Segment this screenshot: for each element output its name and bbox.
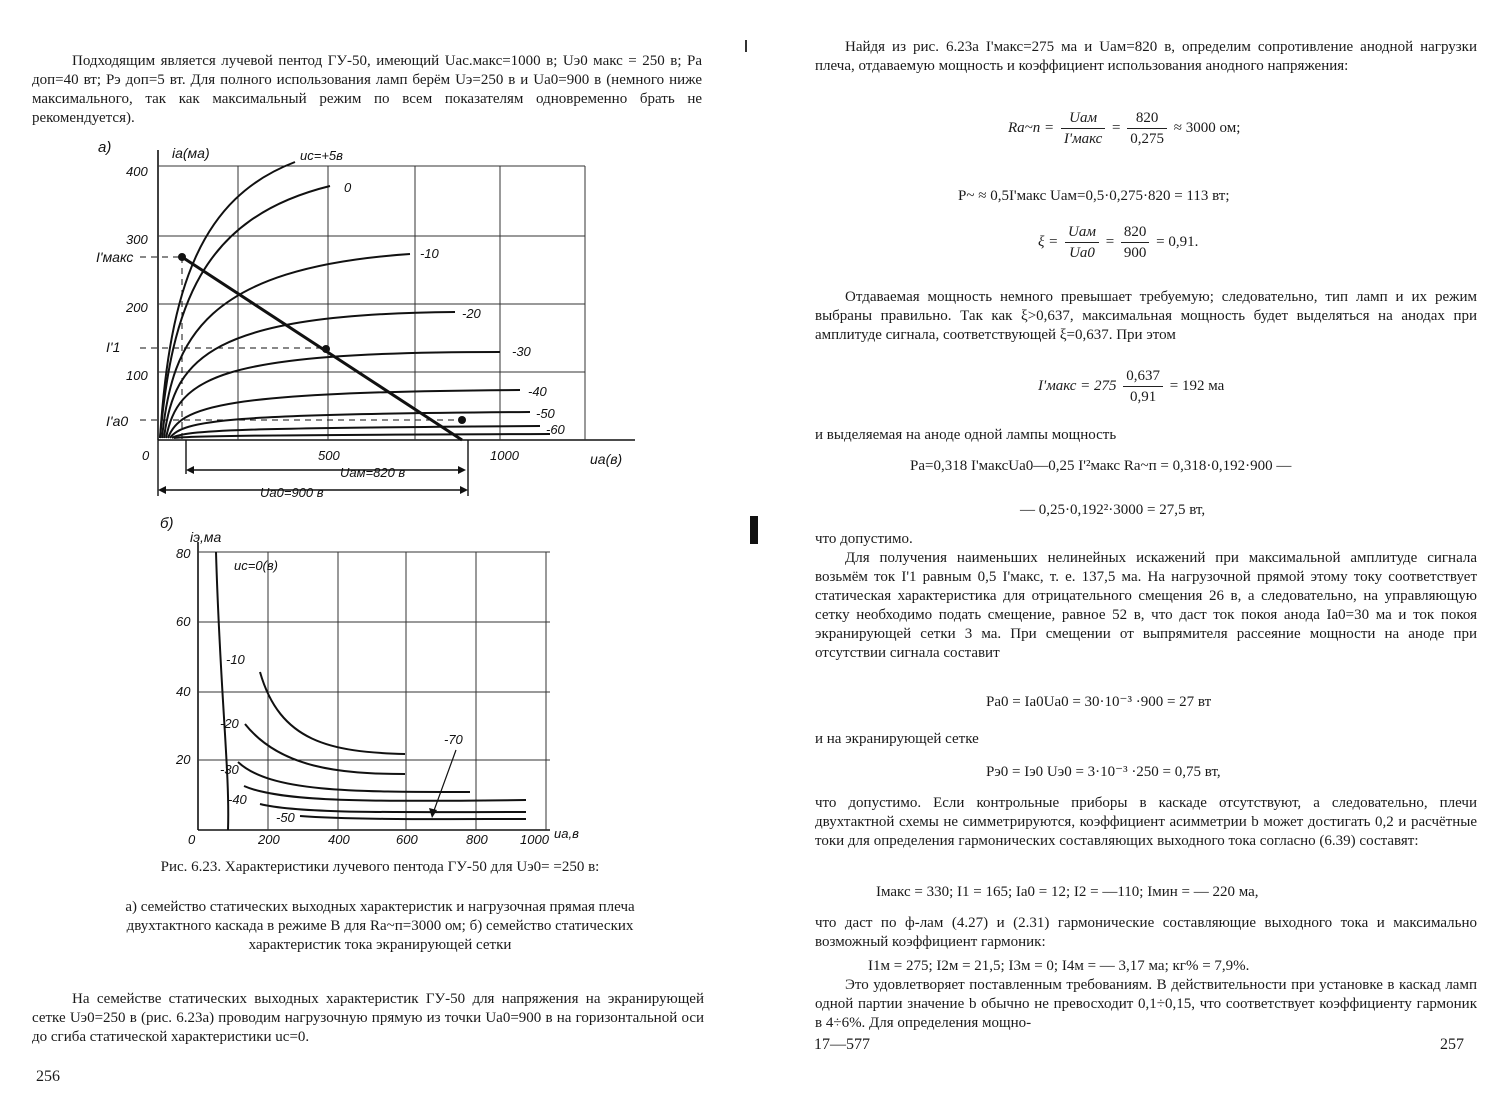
equation-pa-line1: Pа=0,318 I'максUа0—0,25 I'²макс Ra~п = 0,318·0,192·900 — — [910, 458, 1292, 474]
equation-xi — [1038, 222, 1198, 263]
fig-a-x-label: ua(в) — [590, 451, 623, 467]
equation-pe0: Pэ0 = Iэ0 Uэ0 = 3·10⁻³ ·250 = 0,75 вт, — [986, 764, 1221, 780]
figure-caption-title: Рис. 6.23. Характеристики лучевого пентода ГУ-50 для Uэ0= =250 в: — [160, 859, 600, 875]
eq-xi-den2: 900 — [1123, 245, 1147, 261]
fig-a-curve-label-minus30: -30 — [512, 344, 531, 359]
fig-a-ia0-label: I'а0 — [106, 413, 129, 429]
eq-xi-lhs: ξ = — [1038, 233, 1059, 250]
eq-imax-rhs: = 192 ма — [1169, 377, 1225, 394]
intro-paragraph: Подходящим является лучевой пентод ГУ-50, имеющий Uac.макс=1000 в; Uэ0 макс = 250 в; Pа доп=40 вт; Pэ доп=5 вт. Для полного использования ламп берём Uэ=250 в и Uа0=900 в (немного ниже максимального, так как максимальный режим по всем показателям одновременно брать не рекомендуется). — [32, 53, 702, 126]
fig-a-grid — [158, 166, 585, 440]
eq-xi-num1: Uам — [1065, 222, 1099, 243]
right-page — [750, 0, 1500, 1107]
fig-a-curve-label-plus5: uс=+5в — [300, 148, 343, 163]
eq-xi-den1: Uа0 — [1069, 245, 1095, 261]
paragraph-8: что даст по ф-лам (4.27) и (2.31) гармонические составляющие выходного тока и максимально возможный коэффициент гармоник: — [815, 915, 1477, 950]
paragraph-2: Отдаваемая мощность немного превышает требуемую; следовательно, тип ламп и их режим выбраны правильно. Так как ξ>0,637, максимальная мощность будет выделяться на анодах при амплитуде сигнала, соответствующей ξ=0,637. При этом — [815, 289, 1477, 343]
eq-r-lhs: Ra~п = — [1008, 119, 1055, 136]
fig-a-ytick-400: 400 — [126, 164, 148, 179]
eq-r-num1: Uам — [1061, 108, 1105, 129]
paragraph-7: что допустимо. Если контрольные приборы в каскаде отсутствуют, а следовательно, плечи двухтактной схемы не симметрируются, коэффициент асимметрии b может достигать 0,2 и расчётные токи для определения гармонических составляющих выходного тока согласно (6.39) составят: — [815, 795, 1477, 849]
fig-b-xtick-200: 200 — [258, 832, 280, 847]
fig-a-label: а) — [98, 139, 112, 156]
fig-a-ytick-100: 100 — [126, 368, 148, 383]
fig-a-ytick-300: 300 — [126, 232, 148, 247]
paragraph-9: Это удовлетворяет поставленным требованиям. В действительности при установке в каскад ламп одной партии значение b обычно не превосходит 0,1÷0,15, что соответствует коэффициенту гармоник в 4÷6%. Для определения мощно- — [815, 977, 1477, 1031]
figure-b-screen-characteristics — [150, 512, 600, 852]
equation-resistance — [1008, 108, 1240, 149]
eq-xi-eq: = — [1105, 233, 1115, 250]
fig-a-y-label: ia(ма) — [172, 145, 210, 161]
equation-pa0: Pа0 = Iа0Uа0 = 30·10⁻³ ·900 = 27 вт — [986, 694, 1212, 710]
eq-imax-num: 0,637 — [1123, 366, 1163, 387]
paragraph-4: что допустимо. — [815, 531, 913, 547]
fig-b-ytick-20: 20 — [176, 752, 191, 767]
fig-b-label: б) — [160, 515, 174, 532]
eq-r-den2: 0,275 — [1130, 131, 1165, 147]
fig-b-xtick-800: 800 — [466, 832, 488, 847]
paragraph-3: и выделяемая на аноде одной лампы мощность — [815, 427, 1117, 443]
fig-a-imax-label: I'макс — [96, 249, 134, 265]
bottom-paragraph: На семействе статических выходных характеристик ГУ-50 для напряжения на экранирующей сетке Uэ0=250 в (рис. 6.23а) проводим нагрузочную прямую из точки Uа0=900 в на горизонтальной оси до сгиба статической характеристики uс=0. — [32, 991, 704, 1045]
eq-r-rhs: ≈ 3000 ом; — [1173, 119, 1241, 136]
fig-a-curve-label-minus40: -40 — [528, 384, 547, 399]
paragraph-5: Для получения наименьших нелинейных искажений при максимальной амплитуде сигнала возьмём ток I'1 равным 0,5 I'макс, т. е. 137,5 ма. На нагрузочной прямой этому току соответствует статическая характеристика для отрицательного смещения 26 в, а следовательно, на управляющую сетку необходимо подать смещение, равное 52 в, что даст ток покоя анода Iа0=30 ма и ток покоя экранирующей сетки 3 ма. При смещении от выпрямителя рассеяние мощности на аноде при отсутствии сигнала составит — [815, 550, 1477, 661]
fig-b-curve-label-minus30: -30 — [220, 762, 239, 777]
fig-a-xtick-500: 500 — [318, 448, 340, 463]
fig-a-curve-label-minus60: -60 — [546, 422, 565, 437]
equation-power: P~ ≈ 0,5I'макс Uам=0,5·0,275·820 = 113 вт; — [958, 188, 1230, 204]
fig-a-ytick-0: 0 — [142, 448, 150, 463]
fig-b-curve-label-minus10: -10 — [226, 652, 245, 667]
eq-r-eq: = — [1112, 119, 1121, 136]
fig-b-ytick-40: 40 — [176, 684, 191, 699]
equation-pa-line2: — 0,25·0,192²·3000 = 27,5 вт, — [1020, 502, 1206, 518]
eq-xi-num2: 820 — [1121, 222, 1150, 243]
eq-r-num2: 820 — [1127, 108, 1167, 129]
fig-b-xtick-400: 400 — [328, 832, 350, 847]
fig-b-curve-label-minus50: -50 — [276, 810, 295, 825]
fig-a-i1-label: I'1 — [106, 339, 121, 355]
fig-a-uam-label: Uам=820 в — [340, 465, 406, 480]
signature-mark: 17—577 — [814, 1036, 870, 1053]
fig-b-xtick-1000: 1000 — [520, 832, 549, 847]
fold-mark — [745, 40, 747, 52]
equation-currents: Iмакс = 330; I1 = 165; Iа0 = 12; I2 = —110; Iмин = — 220 ма, — [876, 884, 1259, 900]
fig-a-operating-point-2 — [322, 345, 330, 353]
fig-b-ytick-0: 0 — [188, 832, 196, 847]
fig-b-curves — [216, 552, 526, 830]
fig-a-curve-label-minus10: -10 — [420, 246, 439, 261]
fig-a-ytick-200: 200 — [126, 300, 148, 315]
fig-b-curve-label-minus70: -70 — [444, 732, 463, 747]
equation-harmonics: I1м = 275; I2м = 21,5; I3м = 0; I4м = — 3,17 ма; кг% = 7,9%. — [868, 958, 1250, 974]
fig-b-x-label: uа,в — [554, 826, 579, 841]
paragraph-1: Найдя из рис. 6.23а I'макс=275 ма и Uам=820 в, определим сопротивление анодной нагрузки плеча, отдаваемую мощность и коэффициент использования анодного напряжения: — [815, 39, 1477, 74]
fig-b-curve-label-0: uс=0(в) — [234, 558, 278, 573]
fig-a-curves — [160, 162, 550, 438]
eq-r-den1: I'макс — [1063, 131, 1103, 147]
binding-mark — [750, 516, 758, 544]
fig-b-curve-label-minus40: -40 — [228, 792, 247, 807]
fig-b-ytick-60: 60 — [176, 614, 191, 629]
fig-b-xtick-600: 600 — [396, 832, 418, 847]
eq-imax-lhs: I'макс = 275 — [1038, 377, 1117, 394]
fig-b-curve-label-minus20: -20 — [220, 716, 239, 731]
paragraph-6: и на экранирующей сетке — [815, 731, 979, 747]
equation-imax — [1038, 366, 1224, 407]
figure-caption-body: а) семейство статических выходных характеристик и нагрузочная прямая плеча двухтактного каскада в режиме В для Ra~п=3000 ом; б) семейство статических характеристик тока экранирующей сетки — [125, 899, 635, 953]
figure-a-anode-characteristics — [90, 138, 650, 508]
page-number-right: 257 — [1440, 1036, 1464, 1053]
fig-a-curve-label-minus50: -50 — [536, 406, 555, 421]
eq-imax-den: 0,91 — [1130, 389, 1157, 405]
eq-xi-rhs: = 0,91. — [1156, 233, 1199, 250]
fig-a-xtick-1000: 1000 — [490, 448, 519, 463]
fig-b-y-label: iэ,ма — [190, 529, 222, 545]
fig-a-curve-label-0: 0 — [344, 180, 352, 195]
fig-a-ua0-label: Uа0=900 в — [260, 485, 324, 500]
fig-b-ytick-80: 80 — [176, 546, 191, 561]
fig-a-curve-label-minus20: -20 — [462, 306, 481, 321]
page-number-left: 256 — [36, 1068, 60, 1085]
